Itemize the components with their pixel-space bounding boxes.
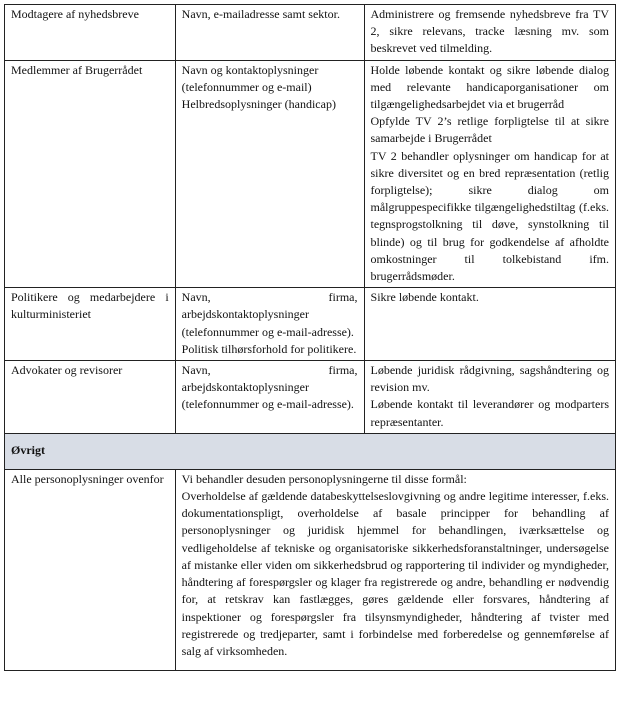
recipient-label: Medlemmer af Brugerrådet [11,62,143,77]
recipient-cell [5,288,176,361]
recipient-cell [5,469,176,670]
recipient-cell [5,361,176,434]
data-text: Navn og kontaktoplysninger (telefonnummer og e-mail) [181,62,319,94]
data-cell [175,5,364,61]
purpose-cell [364,5,615,61]
table-row [5,361,616,434]
data-cell [175,288,364,361]
section-header-row [5,433,616,469]
recipient-label: Advokater og revisorer [11,363,123,378]
recipient-cell [5,5,176,61]
data-text: Politisk tilhørsforhold for politikere. [181,341,357,356]
purpose-cell [364,361,615,434]
purpose-intro: Vi behandler desuden personoplysningerne til disse formål: [181,471,467,486]
purpose-text: Løbende kontakt til leverandører og modparters repræsentanter. [370,397,609,429]
data-text: Navn, firma, arbejdskontaktoplysninger (telefonnummer og e-mail-adresse). [181,363,358,412]
purpose-cell [364,288,615,361]
table-row [5,5,616,61]
purpose-text: Opfylde TV 2’s retlige forpligtelse til at sikre samarbejde i Brugerrådet [370,114,609,146]
table-row [5,288,616,361]
recipient-label: Modtagere af nyhedsbreve [11,7,139,21]
purpose-text: Administrere og fremsende nyhedsbreve fra TV 2, sikre relevans, tracke læsning mv. som beskrevet ved tilmelding. [370,7,609,56]
data-text: Navn, e-mailadresse samt sektor. [181,7,340,21]
data-cell [175,361,364,434]
purpose-text: Overholdelse af gældende databeskyttelseslovgivning og andre legitime interesser, f.eks. dokumentationspligt, overholdelse af basale principper for behandling af personoplysninger og juridisk hjemmel for behandlingen, iværksættelse og vedligeholdelse af tekniske og organisatoriske sikkerhedsforanstaltninger, undersøgelse af mistanke eller viden om sikkerhedsbrud og rapportering til individer og myndigheder, håndtering af forespørgsler og klager fra registrerede og andre, behandling er nødvendig for, at retskrav kan fastlægges, gøres gældende eller forsvares, håndtering af inspektioner og forespørgsler fra tilsynsmyndigheder, håndtering af tvister med registrerede og tredjeparter, samt i forbindelse med forberedelse og gennemførelse af salg af virksomheden. [181,489,609,658]
recipient-label: Alle personoplysninger ovenfor [11,471,164,486]
data-text: Navn, firma, arbejdskontaktoplysninger (telefonnummer og e-mail-adresse). [181,290,358,339]
purpose-cell [175,469,615,670]
purpose-text: TV 2 behandler oplysninger om handicap for at sikre diversitet og en bred repræsentation (retlig forpligtelse); sikre dialog om målgruppespecifikke tilgængelighedstiltag (f.eks. tegnsprogstolkning til døve, synstolkning til blinde) og til brug for godkendelse af afholdte omkostninger til tolkebistand ifm. brugerrådsmøder. [370,148,609,284]
table-row [5,60,616,288]
recipient-label: Politikere og medarbejdere i kulturministeriet [11,290,169,322]
section-title: Øvrigt [5,433,616,469]
purpose-cell [364,60,615,288]
purpose-text: Sikre løbende kontakt. [370,290,479,305]
data-text: Helbredsoplysninger (handicap) [181,97,336,112]
purpose-text: Løbende juridisk rådgivning, sagshåndtering og revision mv. [370,363,609,395]
data-cell [175,60,364,288]
purpose-text: Holde løbende kontakt og sikre løbende dialog med relevante handicaporganisationer om tilgængelighedsarbejdet via et brugerråd [370,62,609,112]
table-row [5,469,616,670]
recipient-cell [5,60,176,288]
data-processing-table [4,4,616,671]
